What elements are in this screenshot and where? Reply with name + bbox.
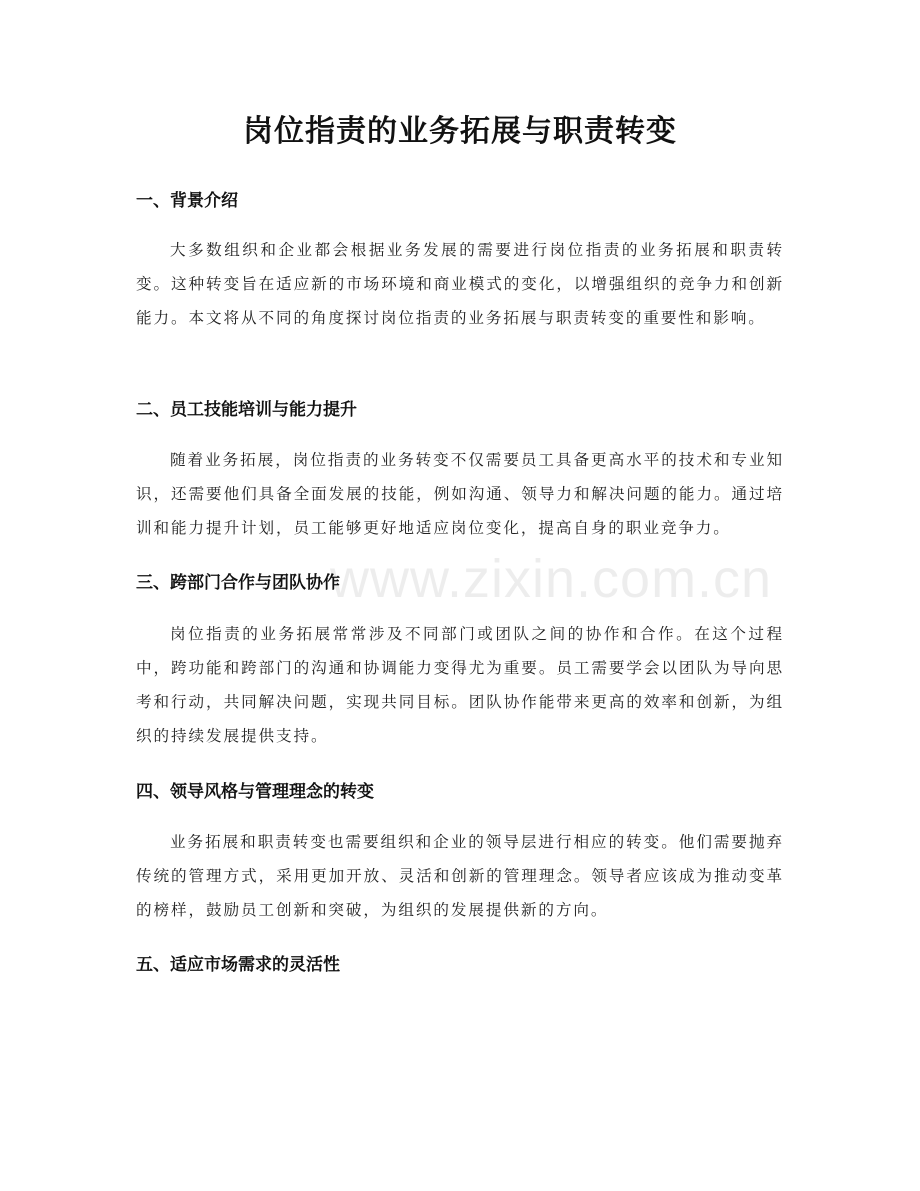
section-paragraph-4: 业务拓展和职责转变也需要组织和企业的领导层进行相应的转变。他们需要抛弃传统的管理方式，采用更加开放、灵活和创新的管理理念。领导者应该成为推动变革的榜样，鼓励员工创新和突破，为组织的发展提供新的方向。 (136, 833, 784, 919)
section-paragraph-2: 随着业务拓展，岗位指责的业务转变不仅需要员工具备更高水平的技术和专业知识，还需要他们具备全面发展的技能，例如沟通、领导力和解决问题的能力。通过培训和能力提升计划，员工能够更好地适应岗位变化，提高自身的职业竞争力。 (136, 451, 784, 537)
section-heading-5: 五、适应市场需求的灵活性 (136, 955, 340, 975)
section-heading-4: 四、领导风格与管理理念的转变 (136, 782, 374, 802)
section-heading-2: 二、员工技能培训与能力提升 (136, 400, 357, 420)
section-heading-3: 三、跨部门合作与团队协作 (136, 573, 340, 593)
section-heading-1: 一、背景介绍 (136, 191, 238, 211)
document-title: 岗位指责的业务拓展与职责转变 (243, 114, 677, 149)
watermark: www.zixin.com.cn (330, 549, 773, 609)
section-paragraph-1: 大多数组织和企业都会根据业务发展的需要进行岗位指责的业务拓展和职责转变。这种转变旨在适应新的市场环境和商业模式的变化，以增强组织的竞争力和创新能力。本文将从不同的角度探讨岗位指责的业务拓展与职责转变的重要性和影响。 (136, 241, 784, 327)
section-paragraph-3: 岗位指责的业务拓展常常涉及不同部门或团队之间的协作和合作。在这个过程中，跨功能和跨部门的沟通和协调能力变得尤为重要。员工需要学会以团队为导向思考和行动，共同解决问题，实现共同目标。团队协作能带来更高的效率和创新，为组织的持续发展提供支持。 (136, 625, 784, 745)
